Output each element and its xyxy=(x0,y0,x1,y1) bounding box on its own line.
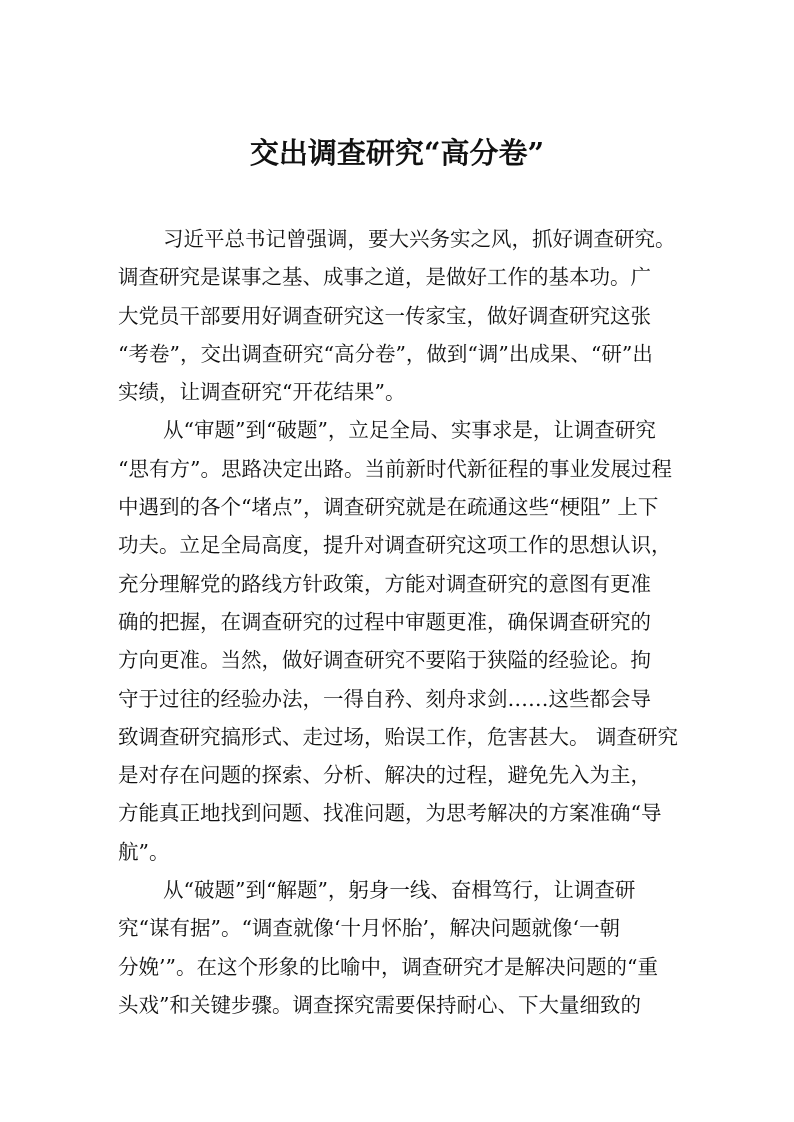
document-body xyxy=(118,220,692,1024)
paragraph-3-line-3: 分娩’”。在这个形象的比喻中，调查研究才是解决问题的“重 xyxy=(118,954,658,979)
paragraph-2-line-10: 是对存在问题的探索、分析、解决的过程，避免先入为主， xyxy=(118,763,651,788)
paragraph-2-line-8: 守于过往的经验办法，一得自矜、刻舟求剑……这些都会导 xyxy=(118,686,651,711)
paragraph-2-line-1: 从“审题”到“破题”，立足全局、实事求是，让调查研究 xyxy=(163,418,656,443)
paragraph-2-line-7: 方向更准。当然，做好调查研究不要陷于狭隘的经验论。拘 xyxy=(118,648,651,673)
paragraph-1-line-1: 习近平总书记曾强调，要大兴务实之风，抓好调查研究。 xyxy=(163,227,676,251)
paragraph-1-line-3: 大党员干部要用好调查研究这一传家宝，做好调查研究这张 xyxy=(118,303,651,328)
paragraph-2-line-6: 确的把握，在调查研究的过程中审题更准，确保调查研究的 xyxy=(118,609,651,634)
paragraph-1-line-5: 实绩，让调查研究“开花结果”。 xyxy=(118,380,406,405)
paragraph-1-line-4: “考卷”，交出调查研究“高分卷”，做到“调”出成果、“研”出 xyxy=(118,341,653,366)
paragraph-2-line-2: “思有方”。思路决定出路。当前新时代新征程的事业发展过程 xyxy=(118,456,672,481)
paragraph-2-line-12: 航”。 xyxy=(118,839,170,864)
paragraph-1-line-2: 调查研究是谋事之基、成事之道，是做好工作的基本功。广 xyxy=(118,265,651,290)
document-title: 交出调查研究“高分卷” xyxy=(249,136,545,170)
paragraph-3-line-1: 从“破题”到“解题”，躬身一线、奋楫笃行，让调查研 xyxy=(163,878,636,903)
paragraph-2-line-11: 方能真正地找到问题、找准问题，为思考解决的方案准确“导 xyxy=(118,801,662,826)
paragraph-3-line-4: 头戏”和关键步骤。调查探究需要保持耐心、下大量细致的 xyxy=(118,992,641,1017)
paragraph-2-line-9: 致调查研究搞形式、走过场，贻误工作，危害甚大。 调查研究 xyxy=(118,724,679,749)
paragraph-3-line-2: 究“谋有据”。“调查就像‘十月怀胎’，解决问题就像‘一朝 xyxy=(118,916,620,941)
paragraph-2-line-5: 充分理解党的路线方针政策，方能对调查研究的意图有更准 xyxy=(118,571,651,596)
paragraph-2-line-4: 功夫。立足全局高度，提升对调查研究这项工作的思想认识， xyxy=(118,533,672,558)
paragraph-2-line-3: 中遇到的各个“堵点”，调查研究就是在疏通这些“梗阻” 上下 xyxy=(118,495,659,520)
